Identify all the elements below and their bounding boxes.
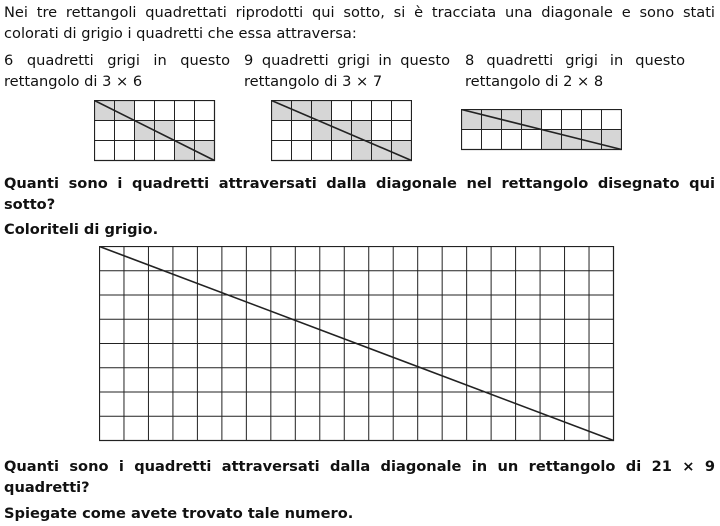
example-2-caption-line-2: rettangolo di 3 × 7 bbox=[244, 73, 383, 90]
example-grid-3x7 bbox=[271, 100, 412, 162]
shaded-cell bbox=[195, 141, 215, 161]
example-3-caption-line-2: rettangolo di 2 × 8 bbox=[465, 73, 604, 90]
intro-line-1: Nei tre rettangoli quadrettati riprodotti qui sotto, si è tracciata una diagonale e sono stati bbox=[4, 4, 715, 21]
example-grid-2x8 bbox=[461, 109, 622, 151]
shaded-cell bbox=[352, 121, 372, 141]
instruction: Coloriteli di grigio. bbox=[4, 221, 159, 238]
example-grid-3x6 bbox=[94, 100, 216, 162]
shaded-cell bbox=[95, 101, 115, 121]
example-2-caption-line-1: 9 quadretti grigi in questo bbox=[244, 52, 450, 69]
example-1-caption-line-2: rettangolo di 3 × 6 bbox=[4, 73, 143, 90]
shaded-cell bbox=[135, 121, 155, 141]
question-2-line-1: Quanti sono i quadretti attraversati dalla diagonale in un rettangolo di 21 × 9 bbox=[4, 458, 715, 475]
big-grid-8x21[interactable] bbox=[99, 246, 615, 443]
shaded-cell bbox=[352, 141, 372, 161]
shaded-cell bbox=[115, 101, 135, 121]
shaded-cell bbox=[312, 101, 332, 121]
shaded-cell bbox=[392, 141, 412, 161]
diagonal-line bbox=[272, 101, 412, 161]
example-3-caption-line-1: 8 quadretti grigi in questo bbox=[465, 52, 685, 69]
example-1-caption-line-1: 6 quadretti grigi in questo bbox=[4, 52, 230, 69]
question-1-line-2: sotto? bbox=[4, 196, 56, 213]
shaded-cell bbox=[272, 101, 292, 121]
shaded-cell bbox=[312, 121, 332, 141]
intro-line-2: colorati di grigio i quadretti che essa attraversa: bbox=[4, 25, 357, 42]
shaded-cell bbox=[155, 121, 175, 141]
question-2-line-2: quadretti? bbox=[4, 479, 90, 496]
question-1-line-1: Quanti sono i quadretti attraversati dalla diagonale nel rettangolo disegnato qui bbox=[4, 175, 715, 192]
shaded-cell bbox=[175, 141, 195, 161]
question-3: Spiegate come avete trovato tale numero. bbox=[4, 505, 354, 522]
